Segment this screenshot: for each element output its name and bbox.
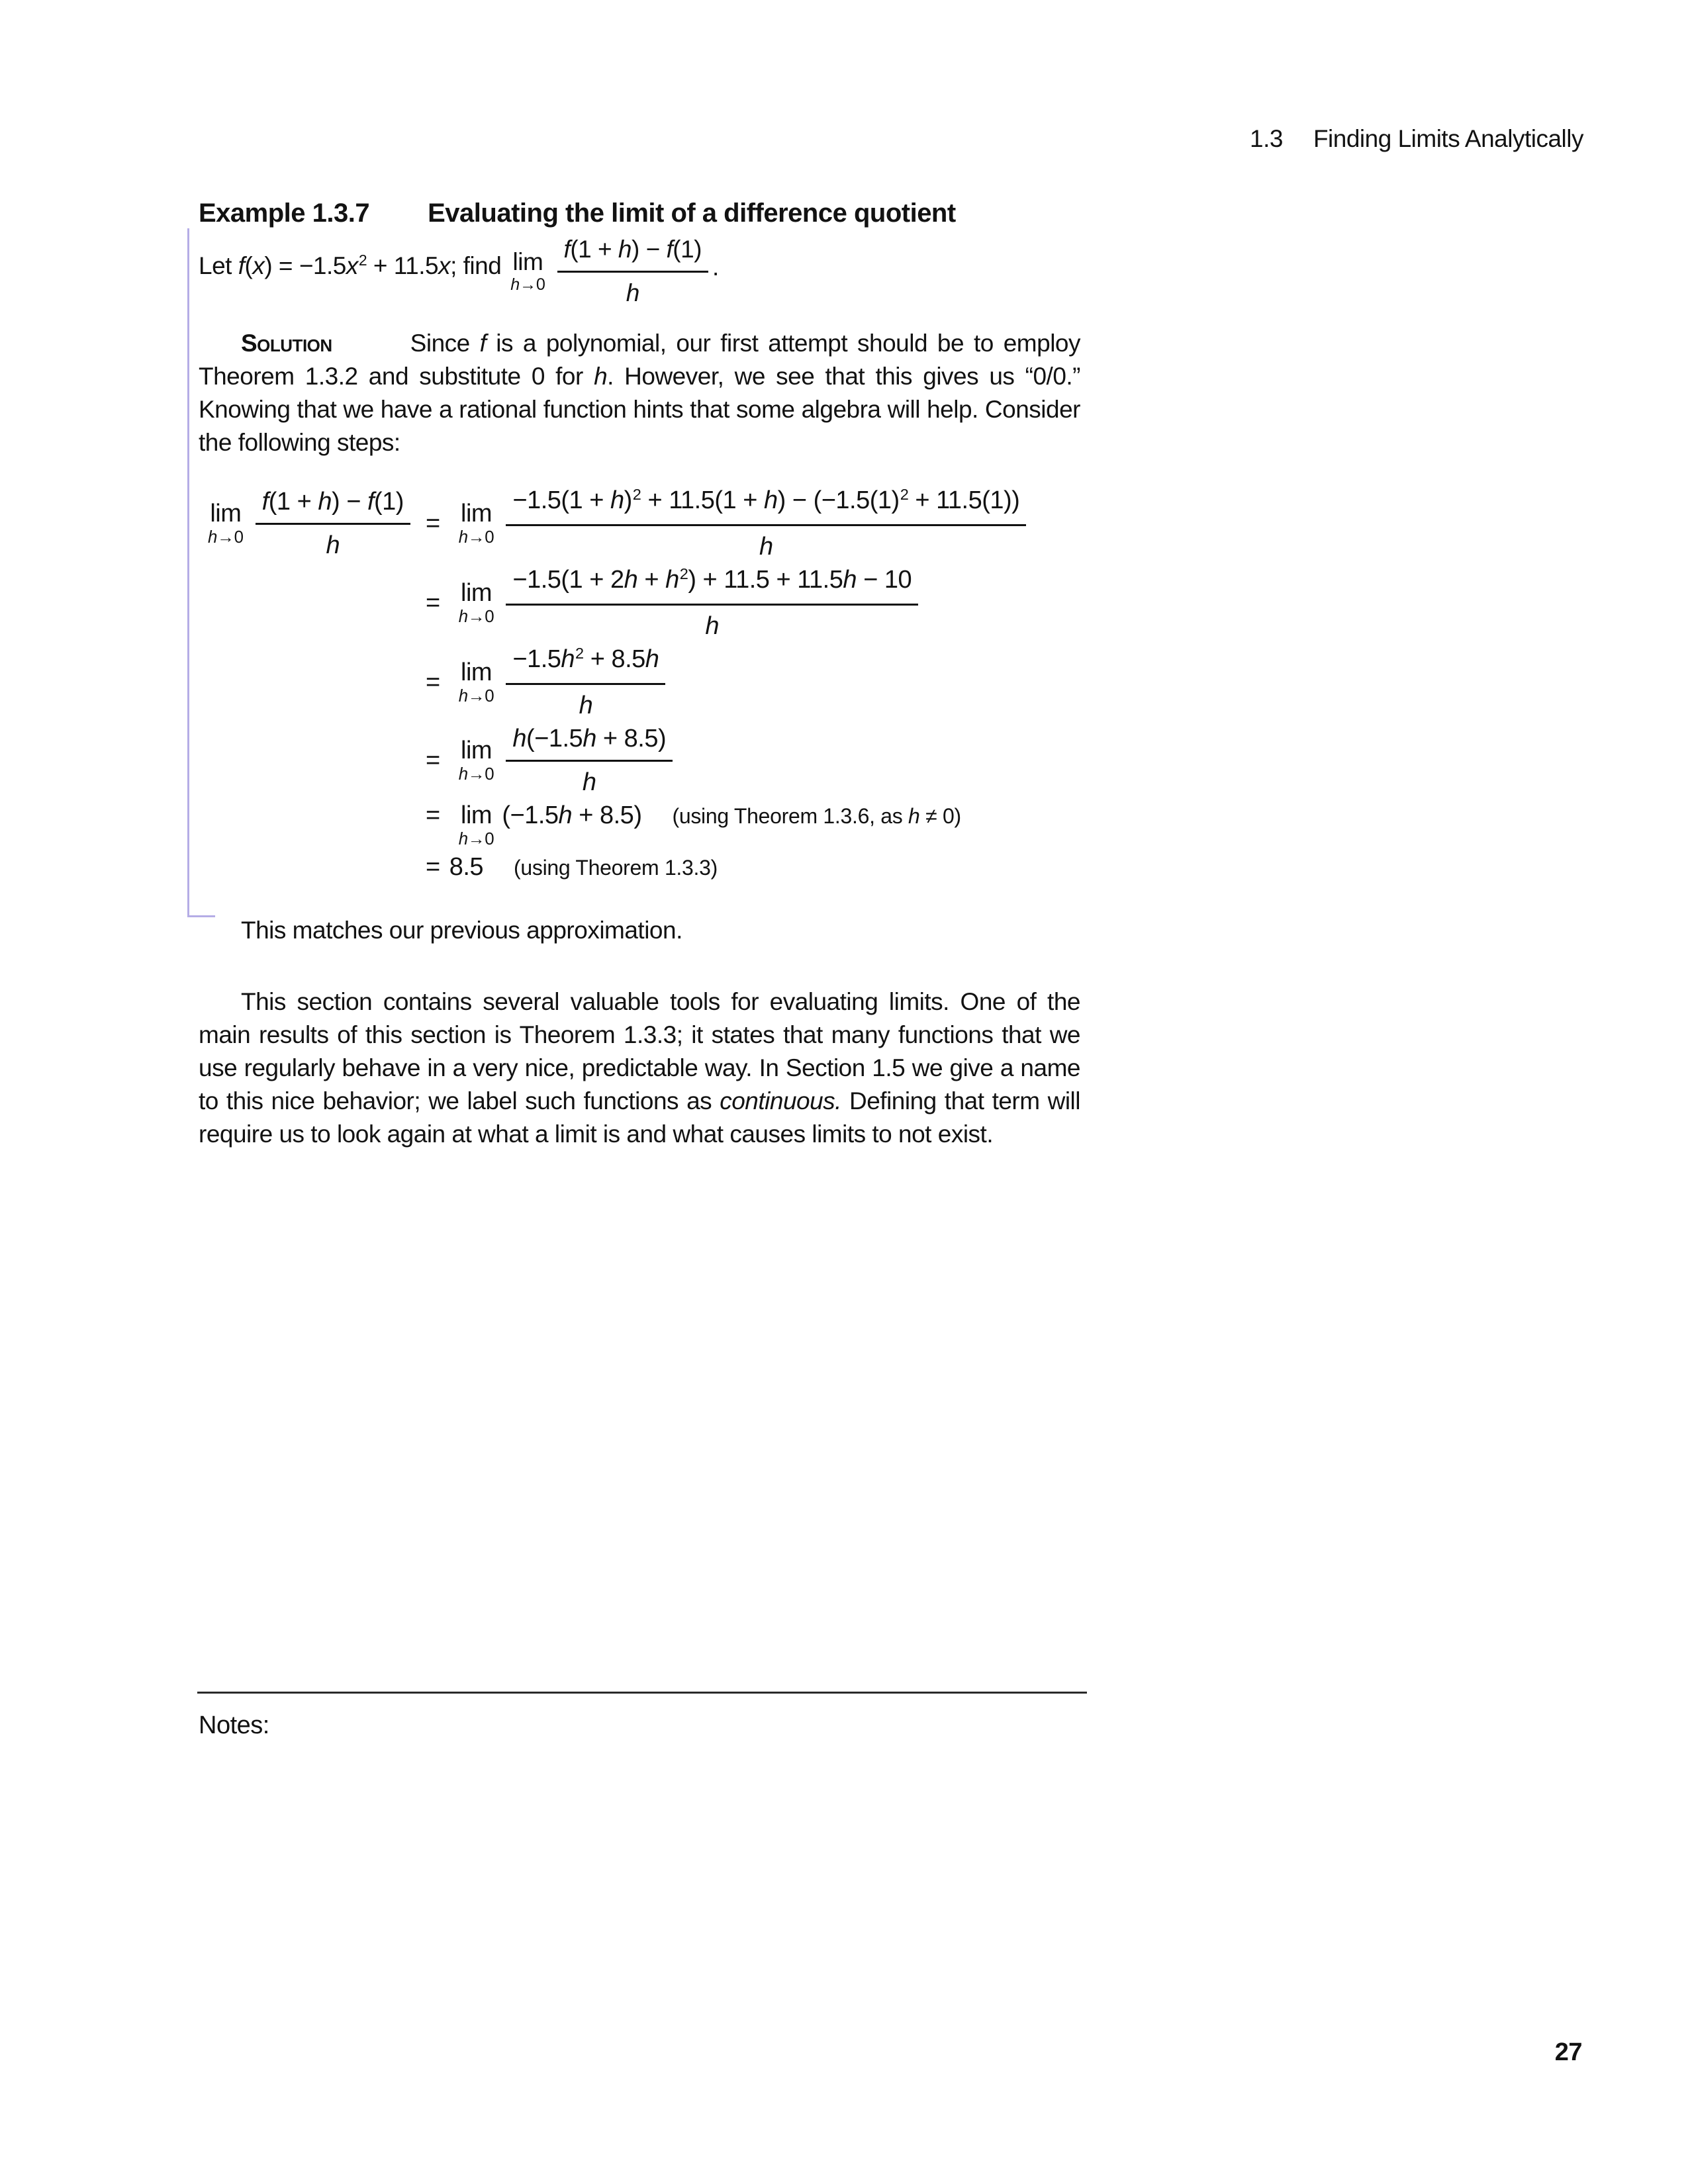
solution-text: Since f is a polynomial, our first attempt should be to employ Theorem 1.3.2 and substitute 0 for h. However, we see that this gives us “0/0.” Knowing that we have a rational function hints that some algebra will help. Consider the following steps: bbox=[199, 330, 1081, 456]
fraction-denominator: h bbox=[626, 279, 639, 306]
page-number: 27 bbox=[1554, 2038, 1582, 2066]
fraction bbox=[506, 563, 918, 643]
fraction-numerator: f(1 + h) − f(1) bbox=[557, 233, 708, 273]
fraction bbox=[506, 643, 665, 722]
limit-operator bbox=[208, 501, 244, 547]
notes-divider-rule bbox=[197, 1692, 1087, 1694]
lim-subscript: h→0 bbox=[458, 829, 494, 848]
equals-sign: = bbox=[426, 510, 440, 537]
lim-word: lim bbox=[210, 499, 242, 527]
lim-word: lim bbox=[461, 658, 492, 686]
fraction bbox=[506, 722, 673, 799]
fraction-numerator: f(1 + h) − f(1) bbox=[256, 485, 410, 525]
equals-sign: = bbox=[426, 747, 440, 774]
example-heading bbox=[199, 199, 956, 228]
example-body bbox=[199, 233, 1080, 972]
lim-subscript: h→0 bbox=[458, 764, 494, 784]
section-number: 1.3 bbox=[1250, 125, 1283, 152]
lim-subscript: h→0 bbox=[458, 527, 494, 547]
lim-word: lim bbox=[461, 736, 492, 764]
lim-subscript: h→0 bbox=[458, 686, 494, 705]
equation-expression: 8.5 bbox=[449, 853, 484, 881]
equation-row-1 bbox=[199, 484, 1080, 563]
notes-label: Notes: bbox=[199, 1711, 269, 1739]
equation-row-3 bbox=[199, 643, 1080, 722]
equals-sign: = bbox=[426, 853, 440, 881]
equation-row-6 bbox=[199, 850, 1080, 902]
limit-operator bbox=[459, 580, 494, 626]
lim-subscript: h→0 bbox=[510, 275, 545, 295]
equation-row-5 bbox=[199, 799, 1080, 850]
fraction bbox=[557, 233, 708, 310]
lim-word: lim bbox=[461, 578, 492, 607]
solution-label: Solution bbox=[241, 330, 332, 357]
equation-row-2 bbox=[199, 563, 1080, 643]
equals-sign: = bbox=[426, 589, 440, 617]
equation-note: (using Theorem 1.3.3) bbox=[514, 856, 718, 880]
lim-subscript: h→0 bbox=[208, 527, 244, 547]
limit-operator bbox=[459, 501, 494, 547]
fraction-denominator: h bbox=[582, 768, 596, 796]
limit-operator bbox=[459, 803, 494, 848]
limit-operator bbox=[510, 250, 545, 294]
lim-word: lim bbox=[461, 499, 492, 527]
fraction-denominator: h bbox=[326, 531, 340, 559]
equals-sign: = bbox=[426, 668, 440, 696]
example-closing-line: This matches our previous approximation. bbox=[241, 917, 682, 944]
fraction bbox=[256, 485, 410, 562]
equation-block bbox=[199, 484, 1080, 902]
limit-operator bbox=[459, 660, 494, 705]
example-bracket-rule bbox=[187, 228, 189, 917]
fraction bbox=[506, 484, 1026, 563]
fraction-numerator: h(−1.5h + 8.5) bbox=[506, 722, 673, 762]
fraction-denominator: h bbox=[579, 692, 593, 719]
section-title: Finding Limits Analytically bbox=[1313, 125, 1583, 152]
fraction-numerator: $-1.5(1 + h)^2 + 11.5(1 + h) - (-1.5(1)^2 + 11.5(1))$ bbox=[506, 484, 1026, 526]
equals-sign: = bbox=[426, 801, 440, 829]
example-label: Example 1.3.7 bbox=[199, 199, 370, 228]
fraction-numerator: $-1.5h^2 + 8.5h$ bbox=[506, 643, 665, 685]
equation-lhs bbox=[199, 485, 424, 562]
section-paragraph: This section contains several valuable tools for evaluating limits. One of the main results of this section is Theorem 1.3.3; it states that many functions that we use regularly behave in a very nice, predictable way. In Section 1.5 we give a name to this nice behavior; we label such functions as continuous. Defining that term will require us to look again at what a limit is and what causes limits to not exist. bbox=[199, 988, 1080, 1148]
fraction-denominator: h bbox=[705, 612, 720, 640]
intro-text: Let $f(x) = -1.5x^2 + 11.5x$; find bbox=[199, 251, 502, 279]
lim-word: lim bbox=[461, 801, 492, 829]
fraction-numerator: $-1.5(1 + 2h + h^2) + 11.5 + 11.5h - 10$ bbox=[506, 563, 918, 606]
running-header bbox=[1250, 124, 1583, 154]
solution-paragraph bbox=[199, 327, 1080, 459]
limit-operator bbox=[459, 738, 494, 784]
lim-word: lim bbox=[512, 248, 543, 275]
intro-period: . bbox=[712, 253, 719, 281]
fraction-denominator: h bbox=[759, 533, 773, 561]
equation-note: (using Theorem 1.3.6, as h ≠ 0) bbox=[672, 804, 961, 828]
example-title: Evaluating the limit of a difference quotient bbox=[428, 199, 956, 228]
equation-row-4 bbox=[199, 722, 1080, 799]
lim-subscript: h→0 bbox=[458, 607, 494, 626]
equation-expression: (−1.5h + 8.5) bbox=[502, 801, 642, 829]
example-intro-line bbox=[199, 233, 1080, 310]
